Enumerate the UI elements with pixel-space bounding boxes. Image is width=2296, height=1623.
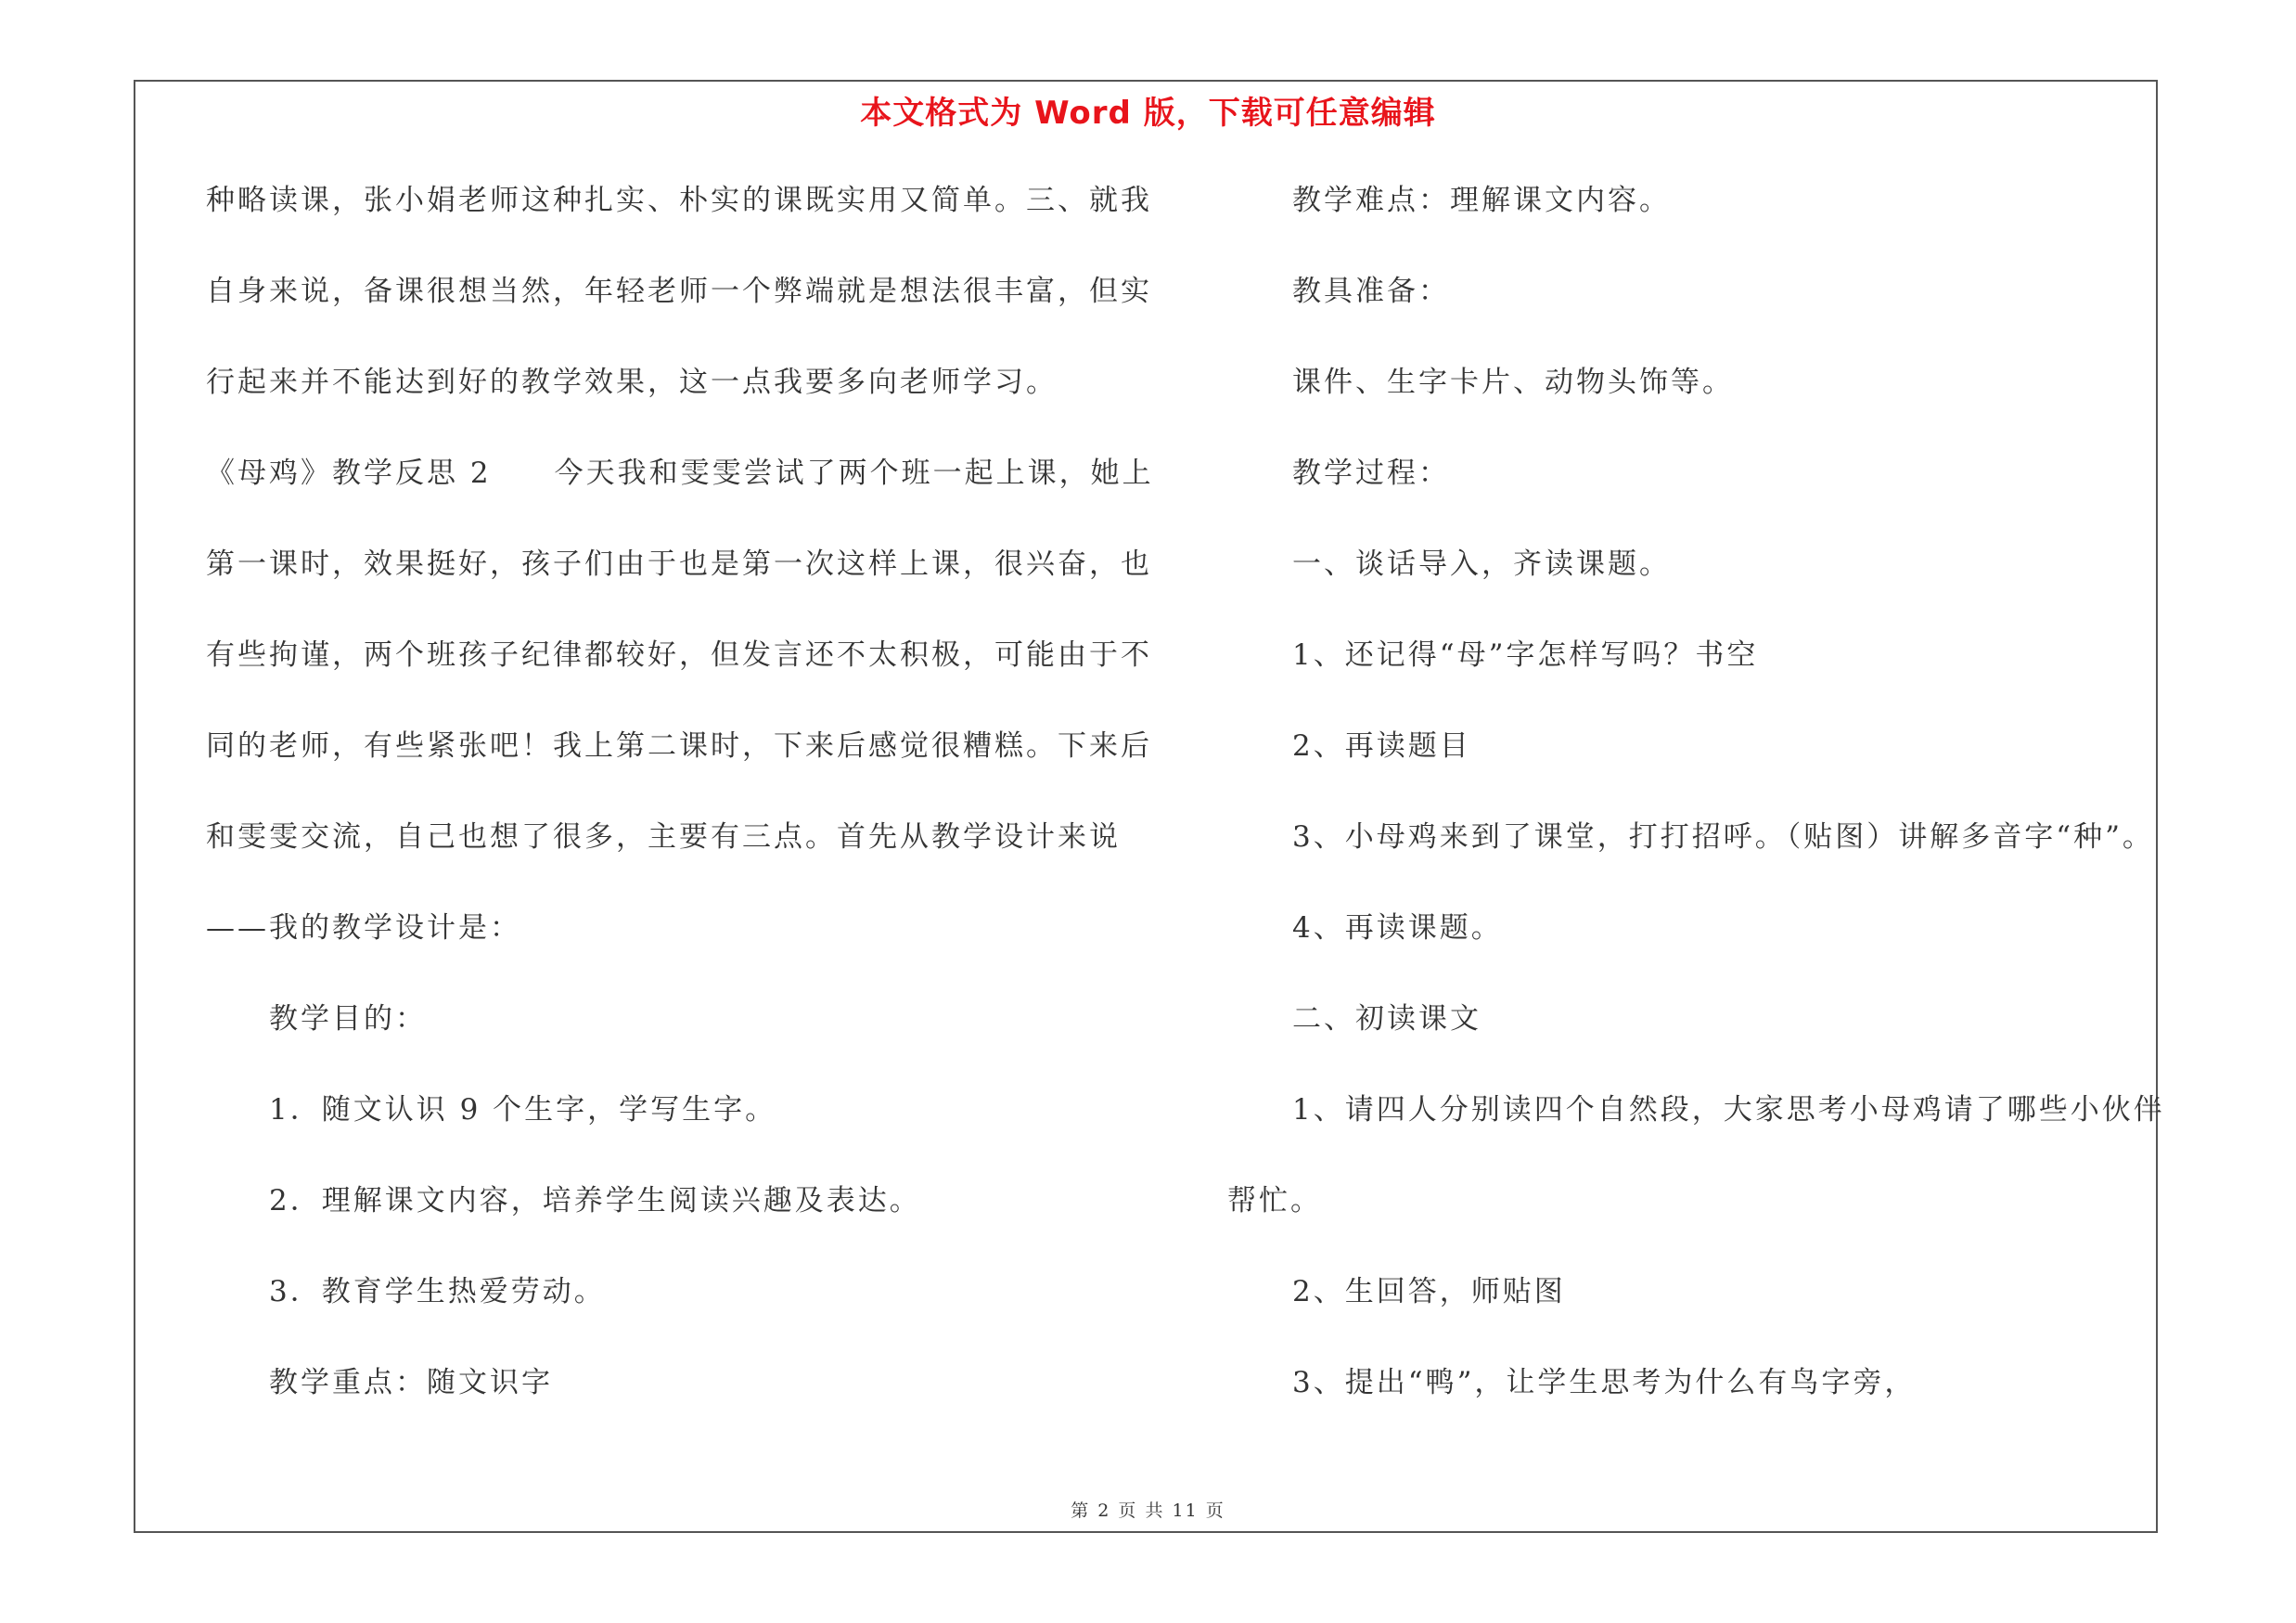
section-heading: 二、初读课文 [1292, 1002, 1481, 1036]
header-banner: 本文格式为 Word 版，下载可任意编辑 [860, 95, 1436, 132]
list-item: 3、提出“鸭”，让学生思考为什么有鸟字旁， [1292, 1366, 1917, 1399]
text-line: 有些拘谨，两个班孩子纪律都较好，但发言还不太积极，可能由于不 [206, 638, 1152, 672]
list-item: 1、还记得“母”字怎样写吗？书空 [1292, 638, 1759, 672]
text-line: ——我的教学设计是： [206, 911, 521, 945]
list-item: 1、请四人分别读四个自然段，大家思考小母鸡请了哪些小伙伴 [1292, 1093, 2165, 1127]
list-item: 2．理解课文内容，培养学生阅读兴趣及表达。 [269, 1184, 921, 1217]
section-heading: 一、谈话导入，齐读课题。 [1292, 547, 1671, 581]
section-heading: 教学过程： [1292, 457, 1450, 490]
text-line: 第一课时，效果挺好，孩子们由于也是第一次这样上课，很兴奋，也 [206, 547, 1152, 581]
text-line: 帮忙。 [1227, 1184, 1322, 1217]
page-number: 第 2 页 共 11 页 [1071, 1501, 1225, 1521]
list-item: 2、再读题目 [1292, 729, 1471, 763]
list-item: 1．随文认识 9 个生字，学写生字。 [269, 1093, 777, 1127]
list-item: 2、生回答，师贴图 [1292, 1275, 1566, 1308]
text-line: 行起来并不能达到好的教学效果，这一点我要多向老师学习。 [206, 366, 1058, 399]
text-line: 自身来说，备课很想当然，年轻老师一个弊端就是想法很丰富，但实 [206, 275, 1152, 308]
text-line: 课件、生字卡片、动物头饰等。 [1292, 366, 1734, 399]
section-heading: 教学目的： [269, 1002, 427, 1036]
text-line: 和雯雯交流，自己也想了很多，主要有三点。首先从教学设计来说 [206, 820, 1121, 854]
text-line: 同的老师，有些紧张吧！我上第二课时，下来后感觉很糟糕。下来后 [206, 729, 1152, 763]
section-heading: 教学重点：随文识字 [269, 1366, 553, 1399]
text-line: 种略读课，张小娟老师这种扎实、朴实的课既实用又简单。三、就我 [206, 184, 1152, 217]
section-heading: 教具准备： [1292, 275, 1450, 308]
list-item: 3、小母鸡来到了课堂，打打招呼。（贴图）讲解多音字“种”。 [1292, 820, 2154, 854]
list-item: 4、再读课题。 [1292, 911, 1503, 945]
section-heading: 教学难点：理解课文内容。 [1292, 184, 1671, 217]
text-line: 《母鸡》教学反思 2 今天我和雯雯尝试了两个班一起上课，她上 [206, 457, 1154, 490]
list-item: 3．教育学生热爱劳动。 [269, 1275, 606, 1308]
